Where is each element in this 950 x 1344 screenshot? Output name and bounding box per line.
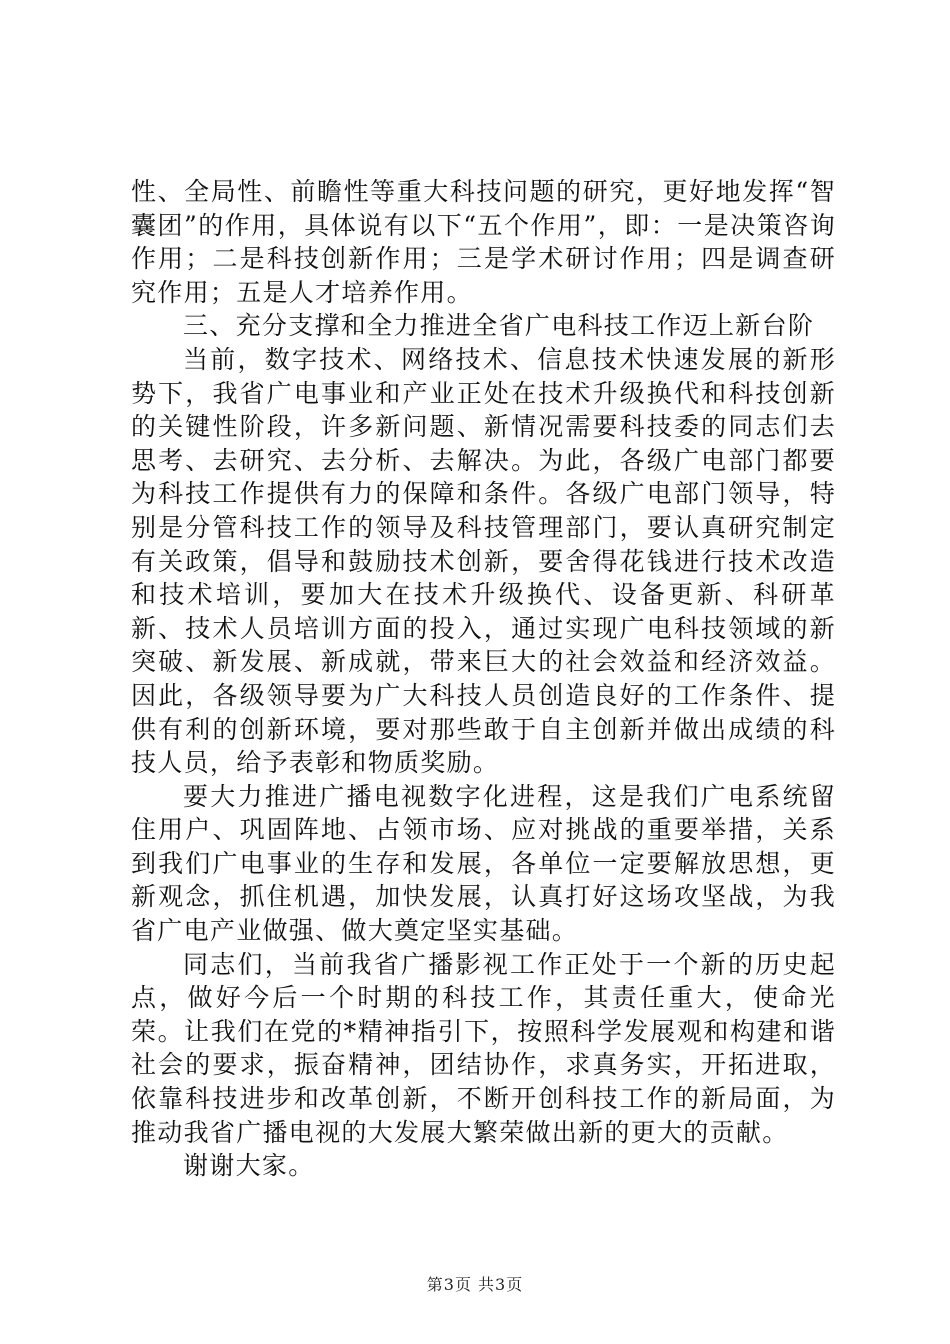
paragraph-continuation: 性、全局性、前瞻性等重大科技问题的研究，更好地发挥“智囊团”的作用，具体说有以下“五个作用”，即：一是决策咨询作用；二是科技创新作用；三是学术研讨作用；四是调查研究作用；五是人才培养作用。 <box>131 177 836 307</box>
paragraph-digitization: 要大力推进广播电视数字化进程，这是我们广电系统留住用户、巩固阵地、占领市场、应对挑战的重要举措，关系到我们广电事业的生存和发展，各单位一定要解放思想，更新观念，抓住机遇，加快发展，认真打好这场攻坚战，为我省广电产业做强、做大奠定坚实基础。 <box>131 781 836 946</box>
paragraph-thanks: 谢谢大家。 <box>183 1151 315 1181</box>
section-heading: 三、充分支撑和全力推进全省广电科技工作迈上新台阶 <box>183 311 815 341</box>
paragraph-closing: 同志们，当前我省广播影视工作正处于一个新的历史起点，做好今后一个时期的科技工作，其责任重大，使命光荣。让我们在党的*精神指引下，按照科学发展观和构建和谐社会的要求，振奋精神，团结协作，求真务实，开拓进取，依靠科技进步和改革创新，不断开创科技工作的新局面，为推动我省广播电视的大发展大繁荣做出新的更大的贡献。 <box>131 949 836 1147</box>
paragraph-current-situation: 当前，数字技术、网络技术、信息技术快速发展的新形势下，我省广电事业和产业正处在技术升级换代和科技创新的关键性阶段，许多新问题、新情况需要科技委的同志们去思考、去研究、去分析、去解决。为此，各级广电部门都要为科技工作提供有力的保障和条件。各级广电部门领导，特别是分管科技工作的领导及科技管理部门，要认真研究制定有关政策，倡导和鼓励技术创新，要舍得花钱进行技术改造和技术培训，要加大在技术升级换代、设备更新、科研革新、技术人员培训方面的投入，通过实现广电科技领域的新突破、新发展、新成就，带来巨大的社会效益和经济效益。因此，各级领导要为广大科技人员创造良好的工作条件、提供有利的创新环境，要对那些敢于自主创新并做出成绩的科技人员，给予表彰和物质奖励。 <box>131 344 836 778</box>
page-number-footer: 第3页 共3页 <box>426 1275 524 1294</box>
document-body <box>131 175 836 1183</box>
